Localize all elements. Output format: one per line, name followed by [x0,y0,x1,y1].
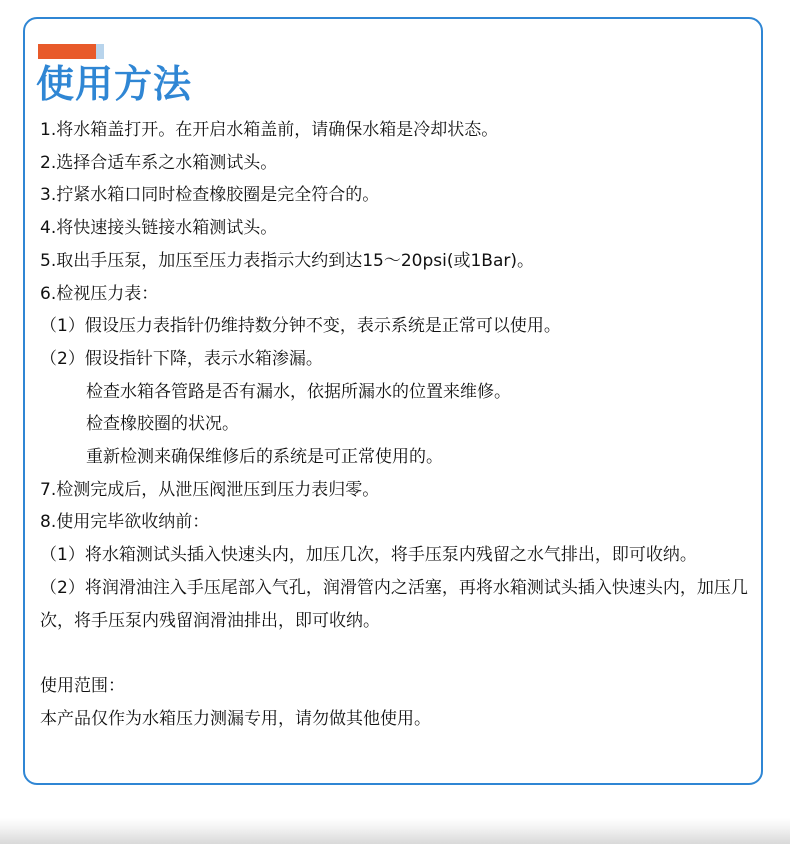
page-title: 使用方法 [36,62,193,106]
scope-heading: 使用范围： [40,675,125,696]
step-6: 6.检视压力表： [40,283,159,304]
step-2: 2.选择合适车系之水箱测试头。 [40,152,278,173]
bottom-shadow-divider [0,818,790,844]
step-6-sub-2-detail-2: 检查橡胶圈的状况。 [86,414,239,435]
step-7: 7.检测完成后，从泄压阀泄压到压力表归零。 [40,479,380,500]
step-6-sub-2-detail-1: 检查水箱各管路是否有漏水，依据所漏水的位置来维修。 [86,381,511,402]
step-5: 5.取出手压泵，加压至压力表指示大约到达15～20psi(或1Bar)。 [40,250,535,271]
instructions-content [40,114,752,735]
step-1: 1.将水箱盖打开。在开启水箱盖前，请确保水箱是冷却状态。 [40,120,499,140]
step-8: 8.使用完毕欲收纳前： [40,512,210,533]
step-4: 4.将快速接头链接水箱测试头。 [40,218,278,239]
step-6-sub-2-detail-3: 重新检测来确保维修后的系统是可正常使用的。 [86,447,443,468]
step-6-sub-1: （1）假设压力表指针仍维持数分钟不变，表示系统是正常可以使用。 [40,316,561,337]
scope-text: 本产品仅作为水箱压力测漏专用，请勿做其他使用。 [40,708,431,729]
step-8-sub-1: （1）将水箱测试头插入快速头内，加压几次，将手压泵内残留之水气排出，即可收纳。 [40,545,697,566]
step-3: 3.拧紧水箱口同时检查橡胶圈是完全符合的。 [40,185,380,206]
step-8-sub-2: （2）将润滑油注入手压尾部入气孔，润滑管内之活塞，再将水箱测试头插入快速头内，加压几次，将手压泵内残留润滑油排出，即可收纳。 [40,577,748,631]
step-6-sub-2: （2）假设指针下降，表示水箱渗漏。 [40,348,323,369]
accent-bar [38,44,104,59]
section-spacer [40,637,752,670]
